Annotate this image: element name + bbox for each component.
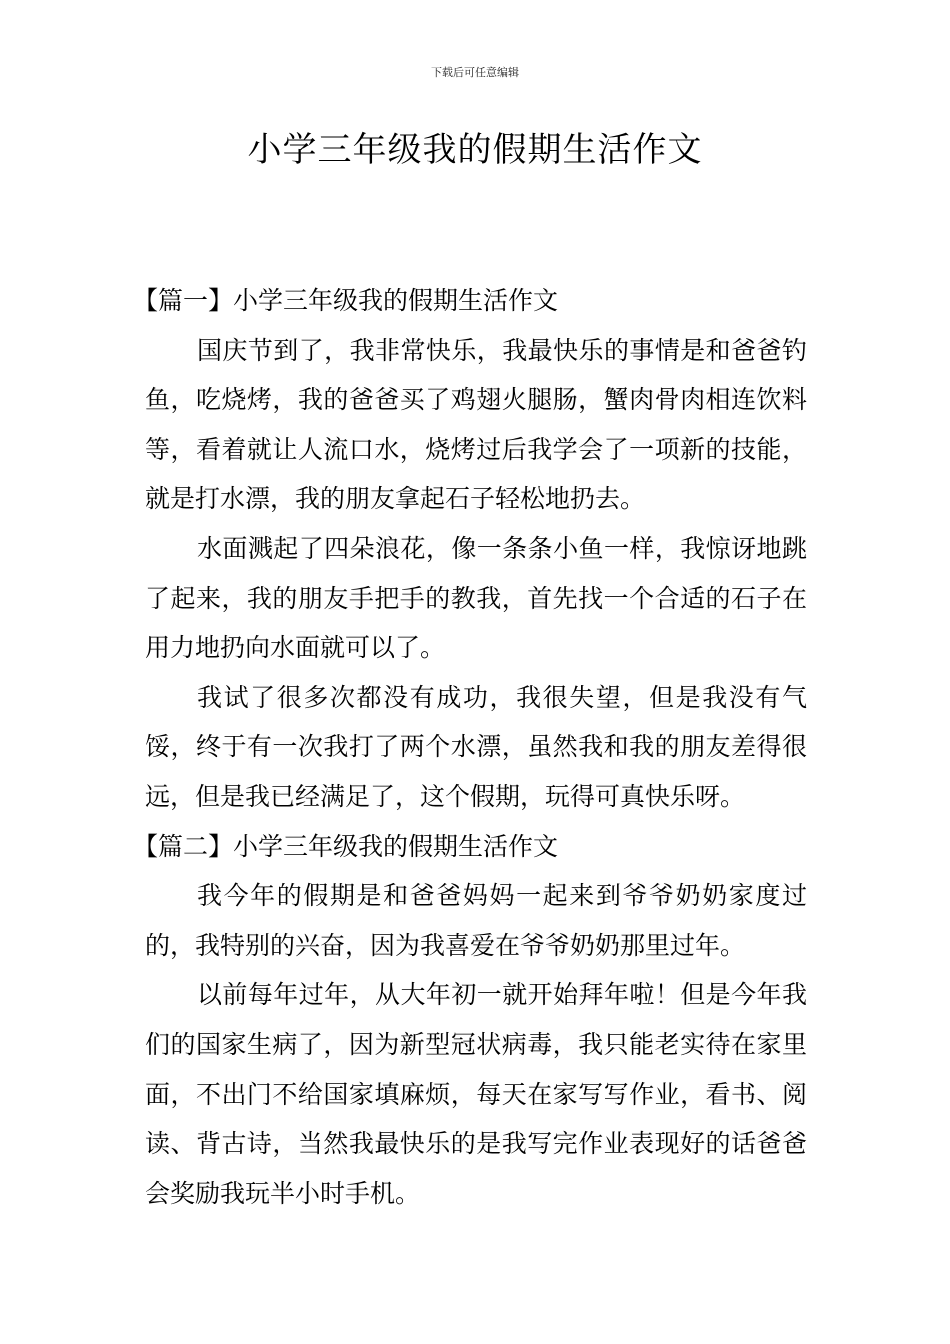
- section-heading-2: 【篇二】小学三年级我的假期生活作文: [133, 831, 559, 861]
- paragraph: 我试了很多次都没有成功，我很失望，但是我没有气馁，终于有一次我打了两个水漂，虽然我和我的朋友差得很远，但是我已经满足了，这个假期，玩得可真快乐呀。: [145, 682, 807, 811]
- paragraph: 以前每年过年，从大年初一就开始拜年啦！但是今年我们的国家生病了，因为新型冠状病毒，我只能老实待在家里面，不出门不给国家填麻烦，每天在家写写作业，看书、阅读、背古诗，当然我最快乐的是我写完作业表现好的话爸爸会奖励我玩半小时手机。: [145, 980, 807, 1208]
- paragraph: 我今年的假期是和爸爸妈妈一起来到爷爷奶奶家度过的，我特别的兴奋，因为我喜爱在爷爷奶奶那里过年。: [145, 881, 807, 960]
- page-title: 小学三年级我的假期生活作文: [247, 130, 703, 170]
- paragraph: 水面溅起了四朵浪花，像一条条小鱼一样，我惊讶地跳了起来，我的朋友手把手的教我，首先找一个合适的石子在用力地扔向水面就可以了。: [145, 533, 807, 663]
- section-heading-1: 【篇一】小学三年级我的假期生活作文: [133, 286, 559, 315]
- paragraph: 国庆节到了，我非常快乐，我最快乐的事情是和爸爸钓鱼，吃烧烤，我的爸爸买了鸡翅火腿肠，蟹肉骨肉相连饮料等，看着就让人流口水，烧烤过后我学会了一项新的技能，就是打水漂，我的朋友拿起石子轻松地扔去。: [145, 335, 807, 514]
- header-note: 下载后可任意编辑: [431, 66, 519, 79]
- document-body: [133, 276, 807, 1218]
